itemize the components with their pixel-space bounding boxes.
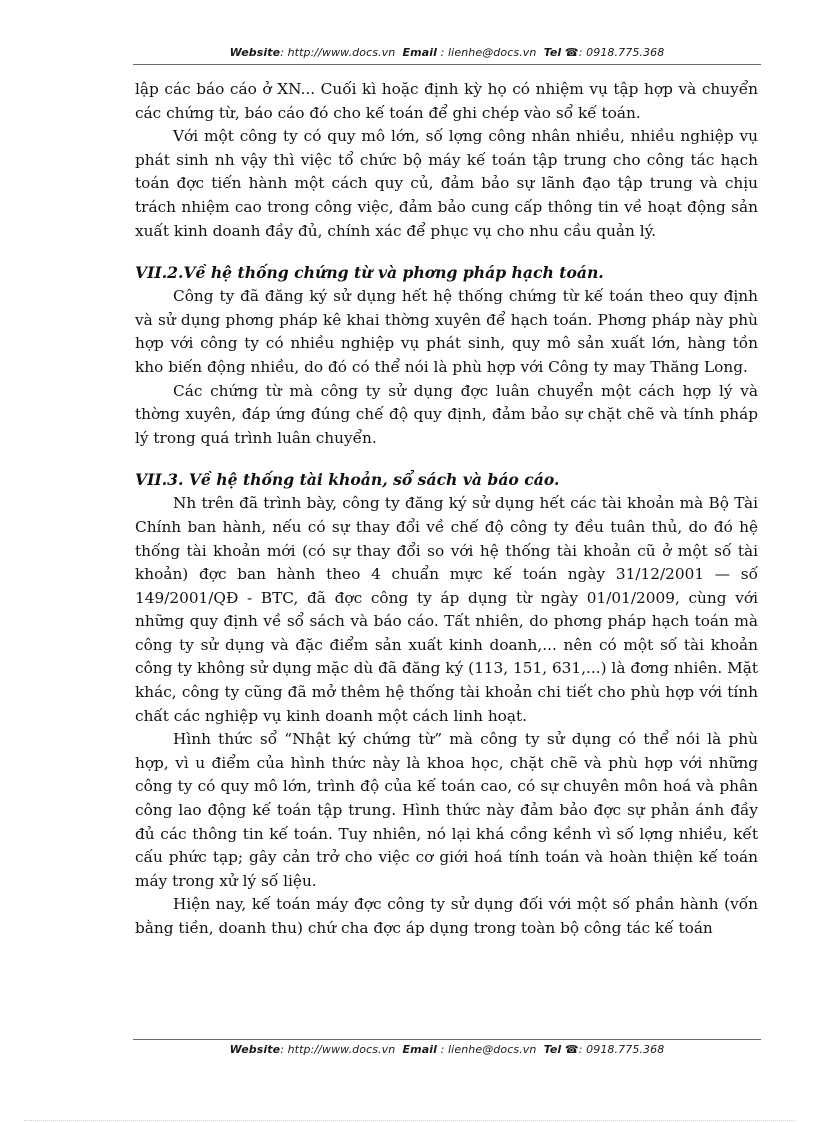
header-email-label: Email xyxy=(402,46,437,59)
body-paragraph: Với một công ty có quy mô lớn, số lợng công nhân nhiều, nhiều nghiệp vụ phát sinh nh vậy thì việc tổ chức bộ máy kế toán tập trung cho công tác hạch toán đợc tiến hành một cách quy củ, đảm bảo sự lãnh đạo tập trung và chịu trách nhiệm cao trong công việc, đảm bảo cung cấp thông tin về hoạt động sản xuất kinh doanh đầy đủ, chính xác để phục vụ cho nhu cầu quản lý. xyxy=(135,127,758,240)
body-paragraph: Hình thức sổ “Nhật ký chứng từ” mà công ty sử dụng có thể nói là phù hợp, vì u điểm của hình thức này là khoa học, chặt chẽ và phù hợp với những công ty có quy mô lớn, trình độ của kế toán cao, có sự chuyên môn hoá và phân công lao động kế toán tập trung. Hình thức này đảm bảo đợc sự phản ánh đầy đủ các thông tin kế toán. Tuy nhiên, nó lại khá cồng kềnh vì số lợng nhiều, kết cấu phức tạp; gây cản trở cho việc cơ giới hoá tính toán và hoàn thiện kế toán máy trong xử lý số liệu. xyxy=(135,730,758,890)
body-paragraph: Các chứng từ mà công ty sử dụng đợc luân chuyển một cách hợp lý và thờng xuyên, đáp ứng đúng chế độ quy định, đảm bảo sự chặt chẽ và tính pháp lý trong quá trình luân chuyển. xyxy=(135,381,758,447)
section-heading: VII.3. Về hệ thống tài khoản, sổ sách và báo cáo. xyxy=(135,470,560,490)
footer-website-value: : http://www.docs.vn xyxy=(280,1043,396,1056)
page-header xyxy=(133,46,761,65)
phone-icon: ☎ xyxy=(564,1043,579,1056)
footer-tel-value: : 0918.775.368 xyxy=(578,1043,665,1056)
phone-icon: ☎ xyxy=(564,46,579,59)
document-body xyxy=(135,78,758,941)
section-heading: VII.2.Về hệ thống chứng từ và phơng pháp hạch toán. xyxy=(135,263,604,283)
footer-website-label: Website xyxy=(229,1043,281,1056)
header-website-value: : http://www.docs.vn xyxy=(280,46,396,59)
header-website-label: Website xyxy=(229,46,281,59)
footer-tel-label: Tel xyxy=(543,1043,562,1056)
footer-email-value: : lienhe@docs.vn xyxy=(440,1043,537,1056)
header-tel-value: : 0918.775.368 xyxy=(578,46,665,59)
page-edge-divider xyxy=(24,1120,794,1121)
body-paragraph: lập các báo cáo ở XN... Cuối kì hoặc định kỳ họ có nhiệm vụ tập hợp và chuyển các chứng từ, báo cáo đó cho kế toán để ghi chép vào sổ kế toán. xyxy=(135,80,758,122)
page-footer xyxy=(133,1039,761,1061)
body-paragraph: Hiện nay, kế toán máy đợc công ty sử dụng đối với một số phần hành (vốn bằng tiền, doanh thu) chứ cha đợc áp dụng trong toàn bộ công tác kế toán xyxy=(135,895,758,937)
body-paragraph: Công ty đã đăng ký sử dụng hết hệ thống chứng từ kế toán theo quy định và sử dụng phơng pháp kê khai thờng xuyên để hạch toán. Phơng pháp này phù hợp với công ty có nhiều nghiệp vụ phát sinh, quy mô sản xuất lớn, hàng tồn kho biến động nhiều, do đó có thể nói là phù hợp với Công ty may Thăng Long. xyxy=(135,287,758,376)
header-email-value: : lienhe@docs.vn xyxy=(440,46,537,59)
body-paragraph: Nh trên đã trình bày, công ty đăng ký sử dụng hết các tài khoản mà Bộ Tài Chính ban hành, nếu có sự thay đổi về chế độ công ty đều tuân thủ, do đó hệ thống tài khoản mới (có sự thay đổi so với hệ thống tài khoản cũ ở một số tài khoản) đợc ban hành theo 4 chuẩn mực kế toán ngày 31/12/2001 — số 149/2001/QĐ - BTC, đã đợc công ty áp dụng từ ngày 01/01/2009, cùng với những quy định về sổ sách và báo cáo. Tất nhiên, do phơng pháp hạch toán mà công ty sử dụng và đặc điểm sản xuất kinh doanh,... nên có một số tài khoản công ty không sử dụng mặc dù đã đăng ký (113, 151, 631,...) là đơng nhiên. Mặt khác, công ty cũng đã mở thêm hệ thống tài khoản chi tiết cho phù hợp với tính chất các nghiệp vụ kinh doanh một cách linh hoạt. xyxy=(135,494,758,725)
header-tel-label: Tel xyxy=(543,46,562,59)
footer-email-label: Email xyxy=(402,1043,437,1056)
